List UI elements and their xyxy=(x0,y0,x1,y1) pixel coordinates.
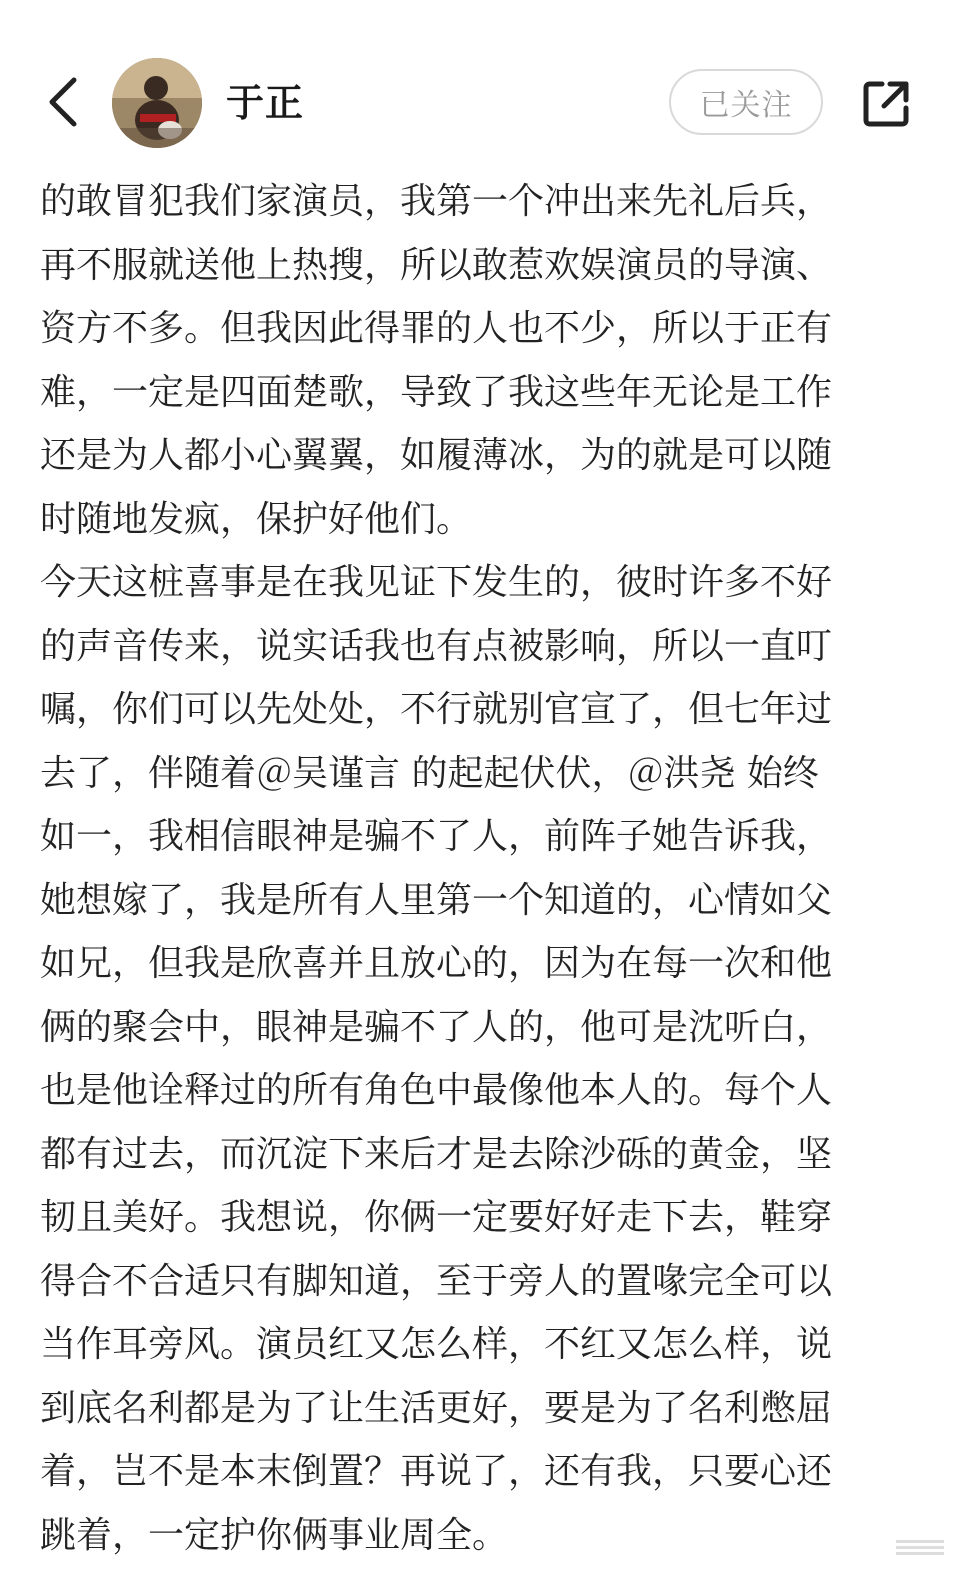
user-name[interactable]: 于正 xyxy=(226,81,305,125)
avatar[interactable] xyxy=(112,58,202,148)
back-button[interactable] xyxy=(36,70,90,134)
share-external-icon xyxy=(860,78,912,130)
chevron-left-icon xyxy=(46,76,80,128)
post-header xyxy=(0,48,960,158)
post-paragraph: 的敢冒犯我们家演员，我第一个冲出来先礼后兵， 再不服就送他上热搜，所以敢惹欢娱演员的导演、 资方不多。但我因此得罪的人也不少，所以于正有 难，一定是四面楚歌，导致了我这些年无论是工作 还是为人都小心翼翼，如履薄冰，为的就是可以随 时随地发疯，保护好他们。 xyxy=(40,181,833,540)
post-paragraph: 今天这桩喜事是在我见证下发生的，彼时许多不好 的声音传来，说实话我也有点被影响，所以一直叮 嘱，你们可以先处处，不行就别官宣了，但七年过 去了，伴随着＠吴谨言 的起起伏伏，＠洪尧 始终 如一，我相信眼神是骗不了人，前阵子她告诉我， 她想嫁了，我是所有人里第一个知道的，心情如父 如兄，但我是欣喜并且放心的，因为在每一次和他 俩的聚会中，眼神是骗不了人的，他可是沈听白， 也是他诠释过的所有角色中最像他本人的。每个人 都有过去，而沉淀下来后才是去除沙砾的黄金，坚 韧且美好。我想说，你俩一定要好好走下去，鞋穿 得合不合适只有脚知道，至于旁人的置喙完全可以 当作耳旁风。演员红又怎么样，不红又怎么样，说 到底名利都是为了让生活更好，要是为了名利憋屈 着，岂不是本末倒置？再说了，还有我，只要心还 跳着，一定护你俩事业周全。 xyxy=(40,562,833,1556)
share-button[interactable] xyxy=(854,72,918,136)
avatar-photo xyxy=(112,58,202,148)
post-body xyxy=(40,170,920,1567)
watermark-icon xyxy=(894,1536,946,1558)
follow-button[interactable]: 已关注 xyxy=(669,69,823,135)
